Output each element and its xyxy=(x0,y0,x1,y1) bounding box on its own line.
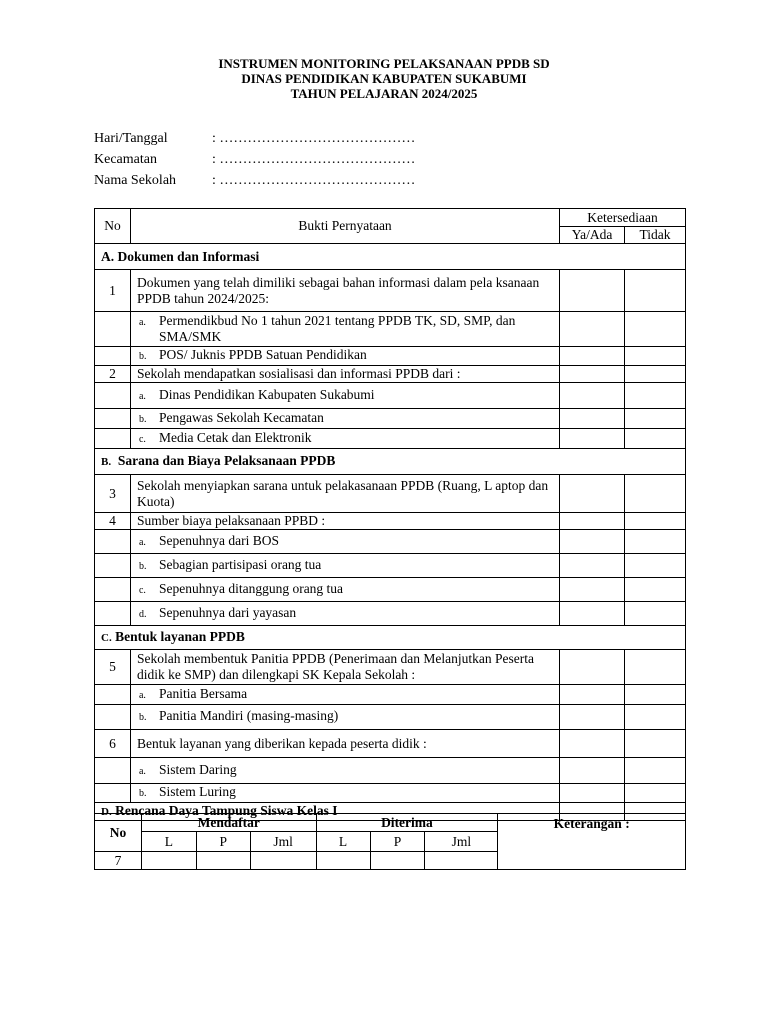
registered-total-header: Jml xyxy=(250,832,316,852)
no-checkbox-cell[interactable] xyxy=(625,366,686,383)
doc-title-line3: TAHUN PELAJARAN 2024/2025 xyxy=(290,86,478,101)
col-yes-header: Ya/Ada xyxy=(560,227,625,244)
question-5a: Panitia Bersama xyxy=(158,685,248,701)
yes-checkbox-cell[interactable] xyxy=(560,554,625,578)
district-label: Kecamatan xyxy=(94,152,157,167)
yes-checkbox-cell[interactable] xyxy=(560,730,625,758)
item-letter: a. xyxy=(138,536,146,548)
registered-female-cell[interactable] xyxy=(196,852,250,870)
question-1: Dokumen yang telah dimiliki sebagai bahan informasi dalam pela ksanaan PPDB tahun 2024/2025: xyxy=(130,270,559,312)
item-letter: c. xyxy=(138,584,146,596)
no-checkbox-cell[interactable] xyxy=(625,554,686,578)
col-availability-header: Ketersediaan xyxy=(560,209,686,227)
item-letter: a. xyxy=(138,317,146,328)
registered-male-cell[interactable] xyxy=(141,852,196,870)
question-1b: POS/ Juknis PPDB Satuan Pendidikan xyxy=(158,347,367,362)
row-number: 3 xyxy=(95,475,131,513)
yes-checkbox-cell[interactable] xyxy=(560,347,625,366)
school-field[interactable]: : …………………………………… xyxy=(212,173,416,188)
section-a-title: A. Dokumen dan Informasi xyxy=(95,244,686,270)
yes-checkbox-cell[interactable] xyxy=(560,705,625,730)
question-4b: Sebagian partisipasi orang tua xyxy=(158,556,322,572)
item-letter: d. xyxy=(138,608,147,620)
no-checkbox-cell[interactable] xyxy=(625,530,686,554)
question-4a: Sepenuhnya dari BOS xyxy=(158,532,279,548)
yes-checkbox-cell[interactable] xyxy=(560,366,625,383)
yes-checkbox-cell[interactable] xyxy=(560,758,625,784)
item-letter: c. xyxy=(138,433,146,445)
registered-header: Mendaftar xyxy=(141,814,316,832)
no-checkbox-cell[interactable] xyxy=(625,383,686,409)
question-2c: Media Cetak dan Elektronik xyxy=(158,429,312,445)
question-1a: Permendikbud No 1 tahun 2021 tentang PPDB TK, SD, SMP, dan SMA/SMK xyxy=(158,313,516,344)
no-checkbox-cell[interactable] xyxy=(625,784,686,803)
row-number: 5 xyxy=(95,650,131,685)
capacity-table xyxy=(94,813,686,870)
question-2: Sekolah mendapatkan sosialisasi dan informasi PPDB dari : xyxy=(130,366,559,383)
yes-checkbox-cell[interactable] xyxy=(560,650,625,685)
no-checkbox-cell[interactable] xyxy=(625,312,686,347)
no-checkbox-cell[interactable] xyxy=(625,347,686,366)
item-letter: b. xyxy=(138,788,147,799)
no-checkbox-cell[interactable] xyxy=(625,270,686,312)
question-6a: Sistem Daring xyxy=(158,761,237,777)
question-5: Sekolah membentuk Panitia PPDB (Penerimaan dan Melanjutkan Peserta didik ke SMP) dan dilengkapi SK Kepala Sekolah : xyxy=(130,650,559,685)
no-checkbox-cell[interactable] xyxy=(625,758,686,784)
question-6b: Sistem Luring xyxy=(158,784,236,799)
yes-checkbox-cell[interactable] xyxy=(560,578,625,602)
row-number: 6 xyxy=(95,730,131,758)
question-3: Sekolah menyiapkan sarana untuk pelakasanaan PPDB (Ruang, L aptop dan Kuota) xyxy=(130,475,559,513)
registered-total-cell[interactable] xyxy=(250,852,316,870)
question-4d: Sepenuhnya dari yayasan xyxy=(158,604,297,620)
district-field[interactable]: : …………………………………… xyxy=(212,152,416,167)
question-5b: Panitia Mandiri (masing-masing) xyxy=(158,708,339,723)
yes-checkbox-cell[interactable] xyxy=(560,475,625,513)
item-letter: a. xyxy=(138,689,146,701)
monitoring-table xyxy=(94,208,686,821)
yes-checkbox-cell[interactable] xyxy=(560,270,625,312)
yes-checkbox-cell[interactable] xyxy=(560,513,625,530)
capacity-no-header: No xyxy=(95,814,142,852)
doc-title-line1: INSTRUMEN MONITORING PELAKSANAAN PPDB SD xyxy=(218,56,550,71)
section-letter: D. xyxy=(101,806,112,818)
section-c-label: Bentuk layanan PPDB xyxy=(115,629,245,644)
row-number: 1 xyxy=(95,270,131,312)
section-c-title xyxy=(95,626,686,650)
no-checkbox-cell[interactable] xyxy=(625,475,686,513)
question-4c: Sepenuhnya ditanggung orang tua xyxy=(158,580,344,596)
question-2a: Dinas Pendidikan Kabupaten Sukabumi xyxy=(158,386,375,402)
no-checkbox-cell[interactable] xyxy=(625,409,686,429)
school-label: Nama Sekolah xyxy=(94,173,177,188)
section-b-title xyxy=(95,449,686,475)
registered-female-header: P xyxy=(196,832,250,852)
notes-header: Keterangan : xyxy=(498,814,686,870)
accepted-female-header: P xyxy=(370,832,425,852)
accepted-total-header: Jml xyxy=(425,832,498,852)
yes-checkbox-cell[interactable] xyxy=(560,602,625,626)
no-checkbox-cell[interactable] xyxy=(625,602,686,626)
no-checkbox-cell[interactable] xyxy=(625,650,686,685)
yes-checkbox-cell[interactable] xyxy=(560,409,625,429)
item-letter: a. xyxy=(138,390,146,402)
yes-checkbox-cell[interactable] xyxy=(560,429,625,449)
row-number: 2 xyxy=(95,366,131,383)
date-field[interactable]: : …………………………………… xyxy=(212,131,416,146)
accepted-male-cell[interactable] xyxy=(316,852,370,870)
row-number: 7 xyxy=(95,852,142,870)
identity-fields xyxy=(94,128,415,191)
no-checkbox-cell[interactable] xyxy=(625,730,686,758)
question-2b: Pengawas Sekolah Kecamatan xyxy=(158,409,324,425)
section-letter: C. xyxy=(101,632,112,644)
col-no-header: No xyxy=(95,209,131,244)
question-4: Sumber biaya pelaksanaan PPBD : xyxy=(130,513,559,530)
section-letter: B. xyxy=(101,456,112,468)
col-evidence-header: Bukti Pernyataan xyxy=(130,209,559,244)
section-b-label: Sarana dan Biaya Pelaksanaan PPDB xyxy=(117,453,336,468)
row-number: 4 xyxy=(95,513,131,530)
question-6: Bentuk layanan yang diberikan kepada peserta didik : xyxy=(130,730,559,758)
col-no-avail-header: Tidak xyxy=(625,227,686,244)
yes-checkbox-cell[interactable] xyxy=(560,784,625,803)
item-letter: b. xyxy=(138,712,147,723)
item-letter: a. xyxy=(138,765,146,777)
doc-title-line2: DINAS PENDIDIKAN KABUPATEN SUKABUMI xyxy=(241,71,527,86)
yes-checkbox-cell[interactable] xyxy=(560,312,625,347)
no-checkbox-cell[interactable] xyxy=(625,578,686,602)
item-letter: b. xyxy=(138,413,147,425)
accepted-total-cell[interactable] xyxy=(425,852,498,870)
yes-checkbox-cell[interactable] xyxy=(560,383,625,409)
no-checkbox-cell[interactable] xyxy=(625,513,686,530)
yes-checkbox-cell[interactable] xyxy=(560,685,625,705)
accepted-male-header: L xyxy=(316,832,370,852)
accepted-header: Diterima xyxy=(316,814,498,832)
no-checkbox-cell[interactable] xyxy=(625,429,686,449)
yes-checkbox-cell[interactable] xyxy=(560,530,625,554)
no-checkbox-cell[interactable] xyxy=(625,705,686,730)
registered-male-header: L xyxy=(141,832,196,852)
no-checkbox-cell[interactable] xyxy=(625,685,686,705)
accepted-female-cell[interactable] xyxy=(370,852,425,870)
date-label: Hari/Tanggal xyxy=(94,131,168,146)
item-letter: b. xyxy=(138,351,147,362)
item-letter: b. xyxy=(138,560,147,572)
section-d-label: Rencana Daya Tampung Siswa Kelas I xyxy=(115,803,338,818)
